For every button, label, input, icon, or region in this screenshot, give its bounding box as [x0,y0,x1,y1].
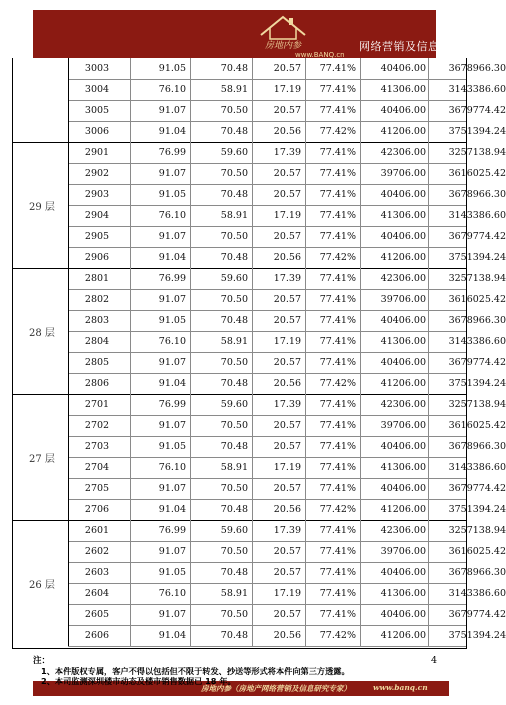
footer-note-1: 1、本件版权专属，客户不得以包括但不限于转发、抄送等形式将本件向第三方透露。 [41,666,350,676]
table-cell-price: 40406.00 [380,231,426,242]
table-cell-c: 20.56 [273,504,301,515]
table-cell-room: 2801 [84,273,110,284]
table-cell-price: 42306.00 [380,399,426,410]
table-cell-total: 3751394.24 [448,126,506,137]
table-cell-room: 2706 [84,504,110,515]
table-row [68,520,506,541]
table-cell-b: 58.91 [220,588,248,599]
table-cell-a: 91.04 [158,504,186,515]
table-cell-room: 2705 [84,483,110,494]
table-cell-price: 41206.00 [380,126,426,137]
table-cell-b: 59.60 [220,525,248,536]
table-cell-c: 20.56 [273,378,301,389]
column-divider [360,58,361,646]
table-row [68,247,506,268]
header-banner [33,10,486,59]
table-row [68,541,506,562]
column-divider [190,58,191,646]
table-cell-b: 70.50 [220,294,248,305]
table-cell-a: 91.04 [158,252,186,263]
table-cell-c: 17.39 [273,273,301,284]
table-cell-total: 3751394.24 [448,630,506,641]
table-cell-a: 91.04 [158,126,186,137]
table-cell-ratio: 77.41% [319,210,356,221]
table-cell-b: 58.91 [220,462,248,473]
table-cell-total: 3143386.60 [448,336,506,347]
table-cell-room: 2603 [84,567,110,578]
table-cell-room: 2903 [84,189,110,200]
table-cell-a: 91.07 [158,546,186,557]
table-cell-room: 2702 [84,420,110,431]
footer-heading: 注： [33,656,51,666]
table-cell-a: 91.07 [158,357,186,368]
table-cell-ratio: 77.41% [319,294,356,305]
table-row [68,394,506,415]
table-cell-a: 76.10 [158,588,186,599]
brand-name: 房地内参 [265,41,302,51]
table-cell-b: 70.48 [220,630,248,641]
table-row [68,352,506,373]
table-cell-b: 70.50 [220,609,248,620]
table-cell-ratio: 77.41% [319,168,356,179]
table-cell-price: 40406.00 [380,567,426,578]
table-cell-b: 59.60 [220,147,248,158]
table-cell-a: 91.07 [158,294,186,305]
table-cell-b: 70.48 [220,63,248,74]
table-cell-room: 3005 [84,105,110,116]
table-row [68,58,506,79]
table-cell-ratio: 77.42% [319,126,356,137]
table-cell-price: 39706.00 [380,420,426,431]
table-row [68,436,506,457]
floor-label: 29 层 [29,202,55,213]
table-row [68,100,506,121]
table-cell-ratio: 77.41% [319,231,356,242]
table-cell-price: 39706.00 [380,168,426,179]
table-row [68,184,506,205]
table-cell-c: 20.57 [273,567,301,578]
table-cell-total: 3143386.60 [448,462,506,473]
table-cell-total: 3678966.30 [448,189,506,200]
table-cell-a: 91.07 [158,420,186,431]
table-row [68,142,506,163]
floor-label: 28 层 [29,328,55,339]
table-cell-ratio: 77.41% [319,420,356,431]
table-row [68,583,506,604]
table-cell-room: 2806 [84,378,110,389]
brand-site: www.BANQ.cn [295,51,345,59]
table-cell-room: 2904 [84,210,110,221]
table-row [68,457,506,478]
table-cell-price: 41306.00 [380,210,426,221]
table-cell-a: 76.99 [158,273,186,284]
table-cell-ratio: 77.42% [319,504,356,515]
table-cell-room: 2902 [84,168,110,179]
table-cell-price: 40406.00 [380,357,426,368]
table-cell-room: 2901 [84,147,110,158]
table-row [68,310,506,331]
table-cell-total: 3678966.30 [448,63,506,74]
table-cell-room: 3003 [84,63,110,74]
table-cell-b: 70.50 [220,483,248,494]
table-cell-a: 91.04 [158,378,186,389]
table-row [68,268,506,289]
table-cell-total: 3751394.24 [448,378,506,389]
table-cell-a: 91.05 [158,315,186,326]
table-cell-price: 40406.00 [380,189,426,200]
table-cell-total: 3257138.94 [448,147,506,158]
table-cell-price: 41306.00 [380,588,426,599]
table-cell-ratio: 77.41% [319,399,356,410]
price-table [12,58,506,649]
table-cell-price: 40406.00 [380,63,426,74]
table-cell-b: 70.48 [220,441,248,452]
table-cell-room: 3006 [84,126,110,137]
table-cell-ratio: 77.42% [319,378,356,389]
table-cell-b: 58.91 [220,336,248,347]
table-cell-ratio: 77.41% [319,315,356,326]
row-divider [68,646,466,647]
table-cell-total: 3678966.30 [448,441,506,452]
table-cell-total: 3143386.60 [448,588,506,599]
table-row [68,625,506,646]
table-row [68,373,506,394]
footer-bar-text: 房地内参（房地产网络营销及信息研究专家） [201,684,351,693]
table-cell-ratio: 77.41% [319,546,356,557]
table-cell-b: 70.48 [220,315,248,326]
column-divider [305,58,306,646]
table-row [68,562,506,583]
table-cell-price: 42306.00 [380,147,426,158]
table-cell-price: 41306.00 [380,336,426,347]
table-cell-ratio: 77.41% [319,189,356,200]
table-cell-price: 41206.00 [380,630,426,641]
table-cell-room: 2802 [84,294,110,305]
table-cell-b: 70.48 [220,504,248,515]
table-cell-ratio: 77.41% [319,336,356,347]
table-cell-room: 2804 [84,336,110,347]
table-cell-a: 76.99 [158,525,186,536]
table-cell-price: 41206.00 [380,378,426,389]
column-divider [252,58,253,646]
table-cell-a: 91.07 [158,105,186,116]
table-cell-total: 3616025.42 [448,294,506,305]
table-cell-room: 2601 [84,525,110,536]
table-cell-total: 3751394.24 [448,252,506,263]
table-cell-total: 3678966.30 [448,315,506,326]
table-cell-a: 76.99 [158,147,186,158]
table-cell-a: 91.07 [158,168,186,179]
table-cell-ratio: 77.42% [319,252,356,263]
table-cell-b: 70.50 [220,231,248,242]
table-cell-c: 20.57 [273,189,301,200]
table-cell-price: 41206.00 [380,252,426,263]
footer-note-2: 2、本司监测深圳楼市动态及楼市销售数据已 18 年。 [41,676,236,686]
table-cell-room: 2606 [84,630,110,641]
table-cell-a: 76.10 [158,84,186,95]
table-cell-total: 3143386.60 [448,210,506,221]
table-cell-room: 2604 [84,588,110,599]
table-cell-price: 40406.00 [380,315,426,326]
table-cell-b: 70.48 [220,567,248,578]
table-cell-c: 17.39 [273,525,301,536]
table-cell-ratio: 77.41% [319,609,356,620]
table-cell-a: 76.10 [158,210,186,221]
table-cell-price: 41206.00 [380,504,426,515]
table-cell-price: 40406.00 [380,483,426,494]
floor-label: 26 层 [29,580,55,591]
table-cell-total: 3257138.94 [448,273,506,284]
table-cell-price: 40406.00 [380,441,426,452]
table-cell-price: 41306.00 [380,462,426,473]
table-cell-c: 20.56 [273,126,301,137]
table-cell-b: 58.91 [220,210,248,221]
table-cell-price: 42306.00 [380,525,426,536]
table-cell-b: 59.60 [220,273,248,284]
table-cell-ratio: 77.41% [319,357,356,368]
table-cell-ratio: 77.41% [319,483,356,494]
table-cell-c: 20.57 [273,441,301,452]
table-cell-total: 3678966.30 [448,567,506,578]
table-cell-a: 91.05 [158,189,186,200]
table-cell-room: 2703 [84,441,110,452]
table-cell-price: 39706.00 [380,546,426,557]
table-cell-c: 20.56 [273,252,301,263]
table-cell-total: 3751394.24 [448,504,506,515]
floor-label: 27 层 [29,454,55,465]
table-cell-b: 58.91 [220,84,248,95]
table-cell-ratio: 77.41% [319,273,356,284]
table-cell-total: 3616025.42 [448,420,506,431]
table-row [68,79,506,100]
table-row [68,121,506,142]
table-cell-a: 91.05 [158,441,186,452]
table-cell-price: 40406.00 [380,105,426,116]
table-cell-total: 3616025.42 [448,168,506,179]
table-cell-a: 91.07 [158,609,186,620]
table-cell-price: 40406.00 [380,609,426,620]
table-cell-a: 76.99 [158,399,186,410]
table-cell-total: 3679774.42 [448,483,506,494]
table-cell-total: 3257138.94 [448,399,506,410]
table-cell-room: 2803 [84,315,110,326]
table-cell-c: 17.19 [273,462,301,473]
table-cell-b: 70.50 [220,420,248,431]
table-cell-room: 2602 [84,546,110,557]
table-cell-c: 20.57 [273,420,301,431]
table-row [68,478,506,499]
table-cell-ratio: 77.41% [319,567,356,578]
table-row [68,163,506,184]
column-divider [130,58,131,646]
table-row [68,415,506,436]
table-cell-c: 17.19 [273,84,301,95]
table-cell-a: 76.10 [158,462,186,473]
table-cell-total: 3143386.60 [448,84,506,95]
table-row [68,331,506,352]
table-cell-ratio: 77.41% [319,462,356,473]
table-cell-ratio: 77.41% [319,588,356,599]
column-divider [428,58,429,646]
table-cell-room: 2605 [84,609,110,620]
table-cell-b: 59.60 [220,399,248,410]
table-cell-b: 70.48 [220,378,248,389]
table-cell-c: 17.39 [273,147,301,158]
table-cell-total: 3679774.42 [448,357,506,368]
table-cell-total: 3616025.42 [448,546,506,557]
table-cell-a: 91.04 [158,630,186,641]
table-cell-price: 39706.00 [380,294,426,305]
table-cell-total: 3679774.42 [448,105,506,116]
header-title: 网络营销及信息研究专家 [359,40,486,53]
table-cell-a: 76.10 [158,336,186,347]
table-cell-c: 17.19 [273,336,301,347]
house-roof-icon [258,13,308,41]
column-divider [68,58,69,646]
table-cell-total: 3679774.42 [448,609,506,620]
table-cell-total: 3257138.94 [448,525,506,536]
table-cell-c: 20.57 [273,231,301,242]
table-cell-ratio: 77.41% [319,105,356,116]
table-cell-ratio: 77.41% [319,63,356,74]
table-cell-a: 91.05 [158,63,186,74]
table-cell-c: 20.57 [273,315,301,326]
table-row [68,499,506,520]
table-row [68,205,506,226]
table-cell-c: 20.57 [273,63,301,74]
table-cell-b: 70.50 [220,357,248,368]
table-cell-c: 20.57 [273,609,301,620]
table-cell-b: 70.50 [220,105,248,116]
table-cell-total: 3679774.42 [448,231,506,242]
table-cell-room: 2704 [84,462,110,473]
table-cell-c: 20.57 [273,294,301,305]
table-row [68,226,506,247]
table-cell-price: 42306.00 [380,273,426,284]
table-cell-room: 2701 [84,399,110,410]
table-cell-ratio: 77.42% [319,630,356,641]
table-cell-room: 2906 [84,252,110,263]
table-cell-c: 20.57 [273,357,301,368]
table-row [68,289,506,310]
table-cell-b: 70.48 [220,189,248,200]
table-cell-room: 2805 [84,357,110,368]
table-cell-c: 17.39 [273,399,301,410]
table-cell-c: 20.57 [273,483,301,494]
table-cell-room: 3004 [84,84,110,95]
table-cell-ratio: 77.41% [319,441,356,452]
table-cell-c: 20.57 [273,546,301,557]
table-cell-c: 17.19 [273,210,301,221]
table-cell-b: 70.50 [220,168,248,179]
page-number: 4 [431,655,438,666]
table-cell-b: 70.48 [220,126,248,137]
table-cell-price: 41306.00 [380,84,426,95]
table-cell-ratio: 77.41% [319,147,356,158]
table-cell-b: 70.50 [220,546,248,557]
footer-bar-site: www.banq.cn [373,683,428,692]
table-cell-a: 91.07 [158,231,186,242]
table-cell-c: 20.56 [273,630,301,641]
table-cell-a: 91.05 [158,567,186,578]
table-cell-c: 17.19 [273,588,301,599]
table-row [68,604,506,625]
table-cell-c: 20.57 [273,105,301,116]
table-cell-ratio: 77.41% [319,84,356,95]
table-cell-b: 70.48 [220,252,248,263]
table-cell-c: 20.57 [273,168,301,179]
table-cell-ratio: 77.41% [319,525,356,536]
table-cell-room: 2905 [84,231,110,242]
table-cell-a: 91.07 [158,483,186,494]
